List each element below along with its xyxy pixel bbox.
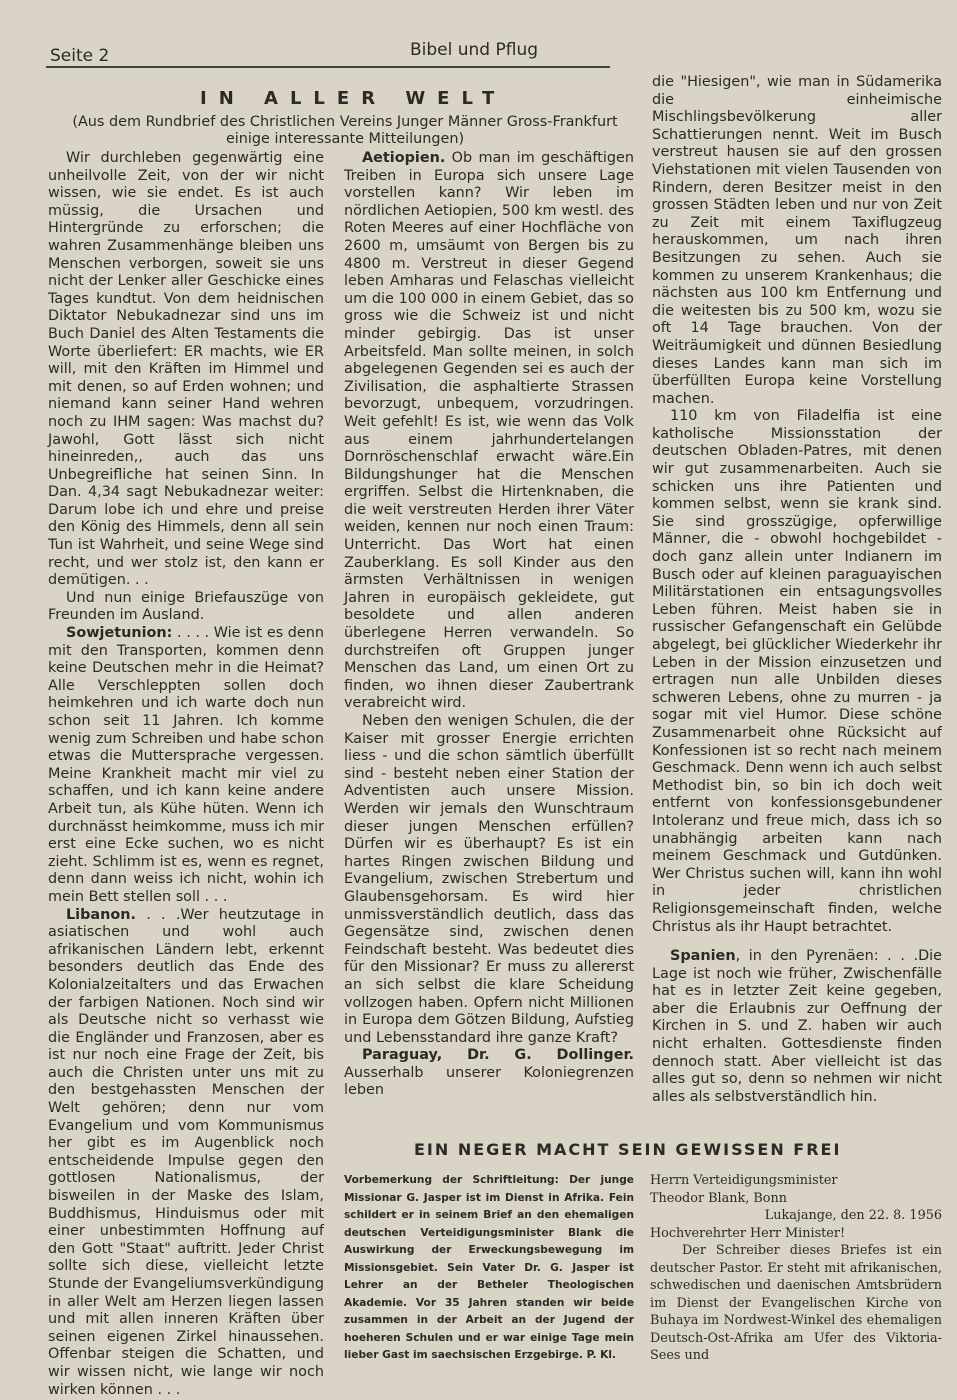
article-title: IN ALLER WELT <box>200 88 507 109</box>
paragraph: Neben den wenigen Schulen, die der Kaiser mit grosser Energie errichten liess - und die schon sämtlich überfüllt sind - besteht neben einer Station der Adventisten auch unsere Mission. Werden wir jemals den Wunschtraum dieser jungen Menschen erfüllen? Dürfen wir es überhaupt? Es ist ein hartes Ringen zwischen Bildung und Evangelium, zwischen Strebertum und Glaubensgehorsam. Es wird hier unmissverständlich deutlich, dass das Gegensätze sind, zwischen denen Feindschaft besteht. Was bedeutet dies für den Missionar? Er muss zu allererst an sich selbst die klare Scheidung vollzogen haben. Opfern nicht Millionen in Europa dem Götzen Bildung, Aufstieg und Lebensstandard ihre ganze Kraft? <box>344 713 634 1046</box>
letter-salutation: Hochverehrter Herr Minister! <box>650 1225 846 1241</box>
article-2-title: EIN NEGER MACHT SEIN GEWISSEN FREI <box>414 1140 842 1159</box>
column-2 <box>344 150 634 1100</box>
letter-addressee: Theodor Blank, Bonn <box>650 1190 787 1206</box>
letter-addressee: Herrn Verteidigungsminister <box>650 1173 838 1188</box>
paragraph: Spanien, in den Pyrenäen: . . .Die Lage ist noch wie früher, Zwischenfälle hat es in letzter Zeit keine gegeben, aber die Erlaubnis zur Oeffnung der Kirchen in S. und Z. haben wir auch nicht erhalten. Gottesdienste finden dennoch statt. Aber vielleicht ist das alles gut so, denn so nehmen wir nicht alles als selbstverständlich hin. <box>652 948 942 1105</box>
letter-body: Der Schreiber dieses Briefes ist ein deutscher Pastor. Er steht mit afrikanischen, schwedischen und daenischen Amtsbrüdern im Dienst der Evangelischen Kirche von Buhaya im Nordwest-Winkel des ehemaligen Deutsch-Ost-Afrika am Ufer des Viktoria-Sees und <box>650 1243 942 1363</box>
header-rule <box>46 66 610 68</box>
editor-note: Vorbemerkung der Schriftleitung: Der junge Missionar G. Jasper ist im Dienst in Afrika. Fein schildert er in seinem Brief an den ehemaligen deutschen Verteidigungsminister Blank die Auswirkung der Erweckungsbewegung im Missionsgebiet. Sein Vater Dr. G. Jasper ist Lehrer an der Betheler Theologischen Akademie. Vor 35 Jahren standen wir beide zusammen in der Arbeit an der Jugend der hoeheren Schulen und er war einige Tage mein lieber Gast im saechsischen Erzgebirge. P. Kl. <box>344 1174 634 1361</box>
paragraph: Wir durchleben gegenwärtig eine unheilvolle Zeit, von der wir nicht wissen, wie sie endet. Es ist auch müssig, die Ursachen und Hintergründe zu erforschen; die wahren Zusammenhänge bleiben uns Menschen verborgen, soweit sie uns nicht der Lenker aller Geschicke eines Tages kundtut. Von dem heidnischen Diktator Nebukadnezar sind uns im Buch Daniel des Alten Testaments die Worte überliefert: ER machts, wie ER will, mit den Kräften im Himmel und mit denen, so auf Erden wohnen; und niemand kann seiner Hand wehren noch zu IHM sagen: Was machst du? Jawohl, Gott lässt sich nicht hineinreden,, auch das uns Unbegreifliche hat seinen Sinn. In Dan. 4,34 sagt Nebukadnezar weiter: Darum lobe ich und ehre und preise den König des Himmels, denn all sein Tun ist Wahrheit, und seine Wege sind recht, und wer stolz ist, den kann er demütigen. . . <box>48 150 324 589</box>
letter <box>650 1172 942 1365</box>
section-label-aetiopien: Aetiopien. <box>362 150 446 166</box>
paragraph: 110 km von Filadelfia ist eine katholische Missionsstation der deutschen Obladen-Patres, mit denen wir gut zusammenarbeiten. Auch sie schicken uns ihre Patienten und kommen selbst, wenn sie krank sind. Sie sind grosszügige, opferwillige Männer, die - obwohl hochgebildet - doch ganz allein unter Indianern im Busch oder auf kleinen paraguayischen Militärstationen ein entsagungsvolles Leben führen. Meist haben sie in russischer Gefangenschaft ein Gelübde abgelegt, bei glücklicher Wiederkehr ihr Leben in der Mission einzusetzen und ertragen nun alle Unbilden dieses schweren Lebens, ohne zu murren - ja sogar mit viel Humor. Diese schöne Zusammenarbeit ohne Rücksicht auf Konfessionen ist so recht nach meinem Geschmack. Denn wenn ich auch selbst Methodist bin, so bin ich doch weit entfernt von konfessionsgebundener Intoleranz und freue mich, dass ich so unabhängig arbeiten kann nach meinem Geschmack und Gutdünken. Wer Christus suchen will, kann ihn wohl in jeder christlichen Religionsgemeinschaft finden, welche Christus als ihr Haupt betrachtet. <box>652 408 942 935</box>
paragraph: Libanon. . . .Wer heutzutage in asiatischen und wohl auch afrikanischen Ländern lebt, erkennt besonders deutlich das Ende des Kolonialzeitalters und das Erwachen der farbigen Nationen. Noch sind wir als Deutsche nicht so verhasst wie die Engländer und Franzosen, aber es ist nur noch eine Frage der Zeit, bis auch die Christen unter uns mit zu den bestgehassten Menschen der Welt gehören; denn nur vom Evangelium und vom Kommunismus her gibt es im Augenblick noch entscheidende Impulse gegen den gottlosen Nationalismus, der bisweilen in der Maske des Islam, Buddhismus, Hinduismus oder mit einer unbestimmten Hoffnung auf den Gott "Staat" auftritt. Jeder Christ sollte sich diese, vielleicht letzte Stunde der Evangeliumsverkündigung in aller Welt am Herzen liegen lassen und mit allen inneren Kräften über seinen eigenen Zirkel hinaussehen. Offenbar steigen die Schatten, und wir wissen nicht, wie lange wir noch wirken können . . . <box>48 906 324 1398</box>
article-intro: (Aus dem Rundbrief des Christlichen Vereins Junger Männer Gross-Frankfurt einige interessante Mitteilungen) <box>72 114 618 147</box>
column-1 <box>48 150 324 1399</box>
paragraph: Sowjetunion: . . . . Wie ist es denn mit den Transporten, kommen denn keine Deutschen mehr in die Heimat? Alle Verschleppten sollen doch heimkehren und ich warte doch nun schon seit 11 Jahren. Ich komme wenig zum Schreiben und habe schon etwas die Muttersprache vergessen. Meine Krankheit macht mir viel zu schaffen, und ich kann keine andere Arbeit tun, als Kühe hüten. Wenn ich durchnässt heimkomme, muss ich mir erst eine Ecke suchen, wo es nicht zieht. Schlimm ist es, wenn es regnet, denn dann weiss ich nicht, wohin ich mein Bett stellen soll . . . <box>48 625 325 905</box>
running-head <box>50 38 610 68</box>
section-label-paraguay: Paraguay, Dr. G. Dollinger. <box>362 1047 634 1064</box>
paragraph: Und nun einige Briefauszüge von Freunden im Ausland. <box>48 589 324 624</box>
section-label-sowjetunion: Sowjetunion: <box>66 625 173 642</box>
section-label-spanien: Spanien <box>670 948 736 965</box>
page-number: Seite 2 <box>50 46 110 66</box>
publication-title: Bibel und Pflug <box>410 40 539 60</box>
paragraph: Aetiopien. Ob man im geschäftigen Treiben in Europa sich unsere Lage vorstellen kann? Wir leben im nördlichen Aetiopien, 500 km westl. des Roten Meeres auf einer Hochfläche von 2600 m, umsäumt von Bergen bis zu 4800 m. Verstreut in dieser Gegend leben Amharas und Felaschas vielleicht um die 100 000 in einem Gebiet, das so gross wie die Schweiz ist und nicht minder gebirgig. Das ist unser Arbeitsfeld. Man sollte meinen, in solch abgelegenen Gegenden sei es auch der Zivilisation, die asphaltierte Strassen bevorzugt, unbequem, vorzudringen. Weit gefehlt! Es ist, wie wenn das Volk aus einem jahrhundertelangen Dornröschenschlaf erwacht wäre.Ein Bildungshunger hat die Menschen ergriffen. Selbst die Hirtenknaben, die die weit verstreuten Herden ihrer Väter weiden, kennen nur noch einen Traum: Unterricht. Das Wort hat einen Zauberklang. Es soll Kinder aus den ärmsten Verhältnissen in wenigen Jahren in europäisch gekleidete, gut besoldete und allen anderen überlegene Herren verwandeln. So durchstreifen oft Gruppen junger Menschen das Land, um einen Ort zu finden, wo ihnen dieser Zaubertrank verabreicht wird. <box>344 150 634 712</box>
section-label-libanon: Libanon. <box>66 906 136 923</box>
letter-date: Lukajange, den 22. 8. 1956 <box>764 1208 942 1223</box>
paragraph: Paraguay, Dr. G. Dollinger. Ausserhalb unserer Koloniegrenzen leben <box>344 1047 634 1099</box>
paragraph: die "Hiesigen", wie man in Südamerika die einheimische Mischlingsbevölkerung aller Schattierungen nennt. Weit im Busch verstreut hausen sie auf den grossen Viehstationen mit vielen Tausenden von Rindern, deren Besitzer meist in den grossen Städten leben und nur von Zeit zu Zeit mit einem Taxiflugzeug herauskommen, um nach ihren Besitzungen zu sehen. Auch sie kommen zu unserem Krankenhaus; die nächsten aus 100 km Entfernung und die weitesten bis zu 500 km, wozu sie oft 14 Tage brauchen. Von der Weiträumigkeit und dünnen Besiedlung dieses Landes kann man sich im überfüllten Europa keine Vorstellung machen. <box>652 74 942 407</box>
column-3 <box>652 74 942 1106</box>
